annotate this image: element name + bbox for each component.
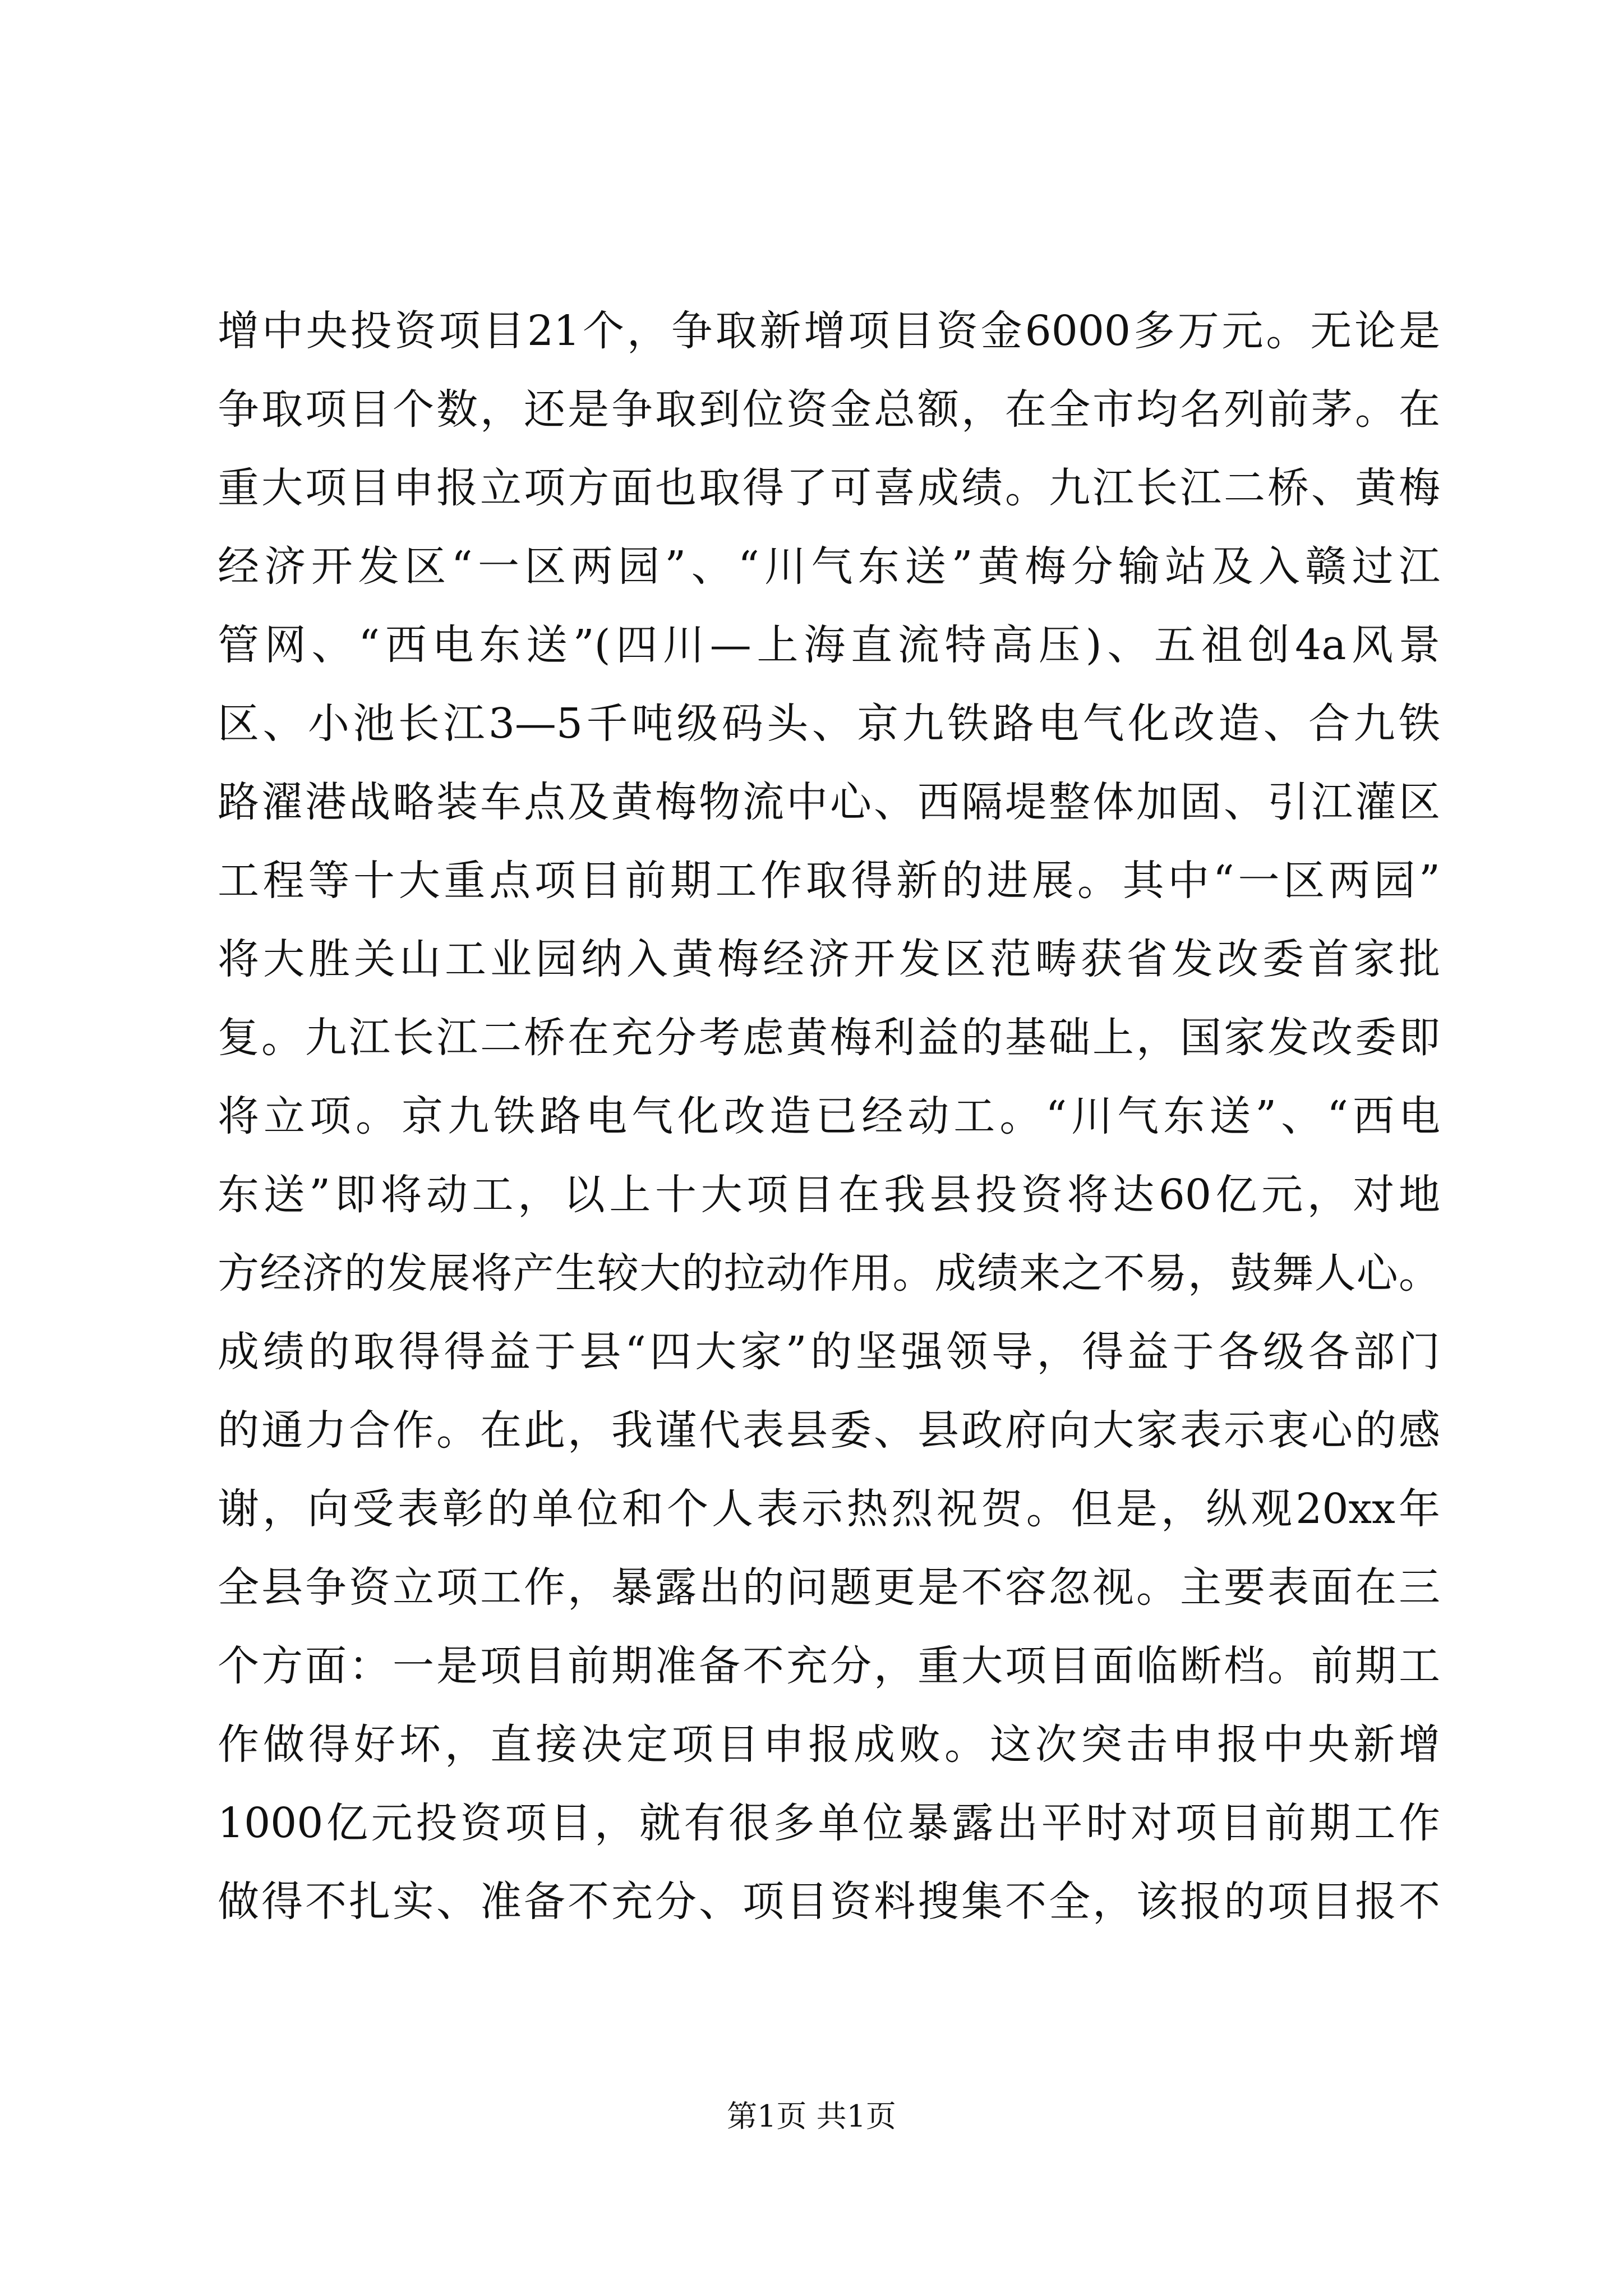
- text-line: 作做得好坏，直接决定项目申报成败。这次突击申报中央新增: [218, 1720, 1440, 1769]
- text-line: 谢，向受表彰的单位和个人表示热烈祝贺。但是，纵观20xx年: [218, 1485, 1440, 1533]
- page-number-label: 第1页 共1页: [727, 2099, 896, 2134]
- page-footer: [0, 2097, 1623, 2136]
- text-line: 工程等十大重点项目前期工作取得新的进展。其中“一区两园”: [218, 857, 1440, 905]
- text-line: 方经济的发展将产生较大的拉动作用。成绩来之不易，鼓舞人心。: [218, 1249, 1440, 1297]
- text-line: 东送”即将动工，以上十大项目在我县投资将达60亿元，对地: [218, 1171, 1440, 1219]
- text-line: 的通力合作。在此，我谨代表县委、县政府向大家表示衷心的感: [218, 1406, 1440, 1455]
- text-line: 路濯港战略装车点及黄梅物流中心、西隔堤整体加固、引江灌区: [218, 778, 1440, 826]
- text-line: 管网、“西电东送”(四川—上海直流特高压)、五祖创4a风景: [218, 621, 1440, 669]
- text-line: 做得不扎实、准备不充分、项目资料搜集不全，该报的项目报不: [218, 1878, 1440, 1926]
- text-line: 全县争资立项工作，暴露出的问题更是不容忽视。主要表面在三: [218, 1563, 1440, 1612]
- text-line: 增中央投资项目21个，争取新增项目资金6000多万元。无论是: [218, 307, 1440, 355]
- text-line: 1000亿元投资项目，就有很多单位暴露出平时对项目前期工作: [218, 1799, 1440, 1847]
- text-line: 成绩的取得得益于县“四大家”的坚强领导，得益于各级各部门: [218, 1328, 1440, 1376]
- text-line: 区、小池长江3—5千吨级码头、京九铁路电气化改造、合九铁: [218, 700, 1440, 748]
- text-line: 将大胜关山工业园纳入黄梅经济开发区范畴获省发改委首家批: [218, 935, 1440, 983]
- text-line: 经济开发区“一区两园”、“川气东送”黄梅分输站及入赣过江: [218, 542, 1440, 591]
- body-paragraph: [218, 292, 1440, 1941]
- text-line: 重大项目申报立项方面也取得了可喜成绩。九江长江二桥、黄梅: [218, 464, 1440, 512]
- text-line: 个方面：一是项目前期准备不充分，重大项目面临断档。前期工: [218, 1642, 1440, 1690]
- text-line: 争取项目个数，还是争取到位资金总额，在全市均名列前茅。在: [218, 385, 1440, 434]
- text-line: 将立项。京九铁路电气化改造已经动工。“川气东送”、“西电: [218, 1092, 1440, 1140]
- text-line: 复。九江长江二桥在充分考虑黄梅利益的基础上，国家发改委即: [218, 1014, 1440, 1062]
